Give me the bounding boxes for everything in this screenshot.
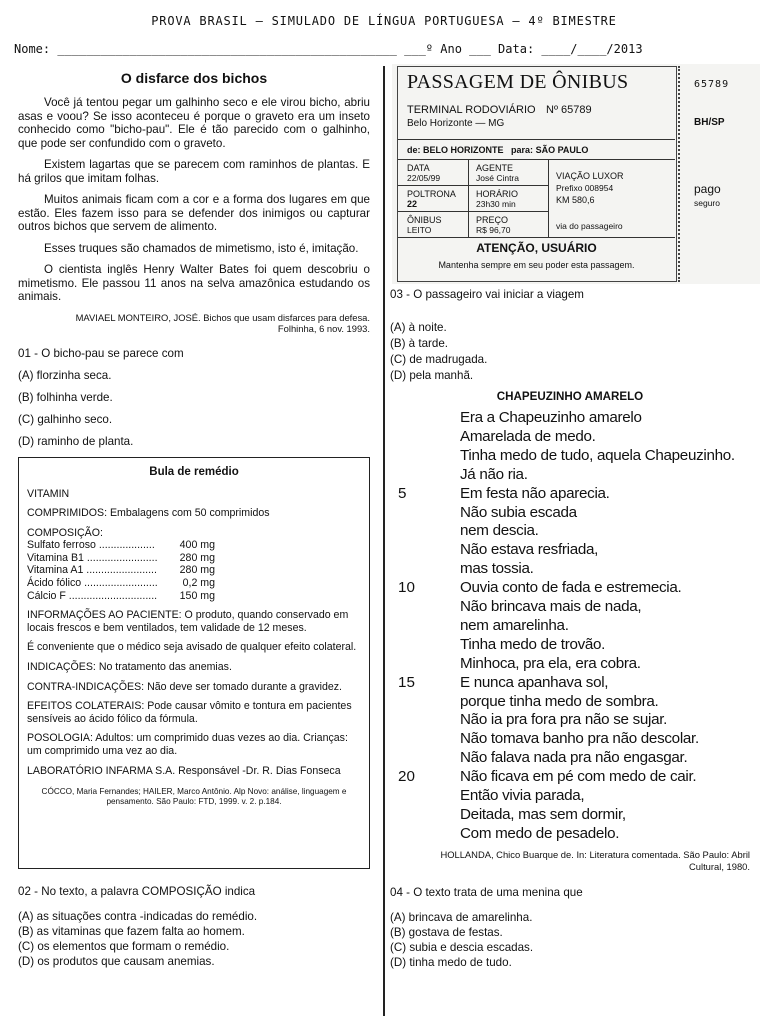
story-paragraph: Muitos animais ficam com a cor e a forma dos lugares em que estão. Eles fazem isso para se defender dos inimigos ou capturar outros bichos que servem de alimento. — [18, 193, 370, 233]
bula-contra-indicacoes: CONTRA-INDICAÇÕES: Não deve ser tomado durante a gravidez. — [27, 680, 342, 693]
poem-line: Ouvia conto de fada e estremecia. — [460, 579, 682, 597]
ticket-poltrona-label: POLTRONA — [407, 189, 456, 199]
ticket-para-label: para: — [511, 145, 534, 155]
composicao-amount: 150 mg — [179, 589, 215, 602]
ticket-stub — [678, 66, 758, 282]
stub-seguro: seguro — [694, 198, 720, 208]
question-3: 03 - O passageiro vai iniciar a viagem — [390, 288, 584, 301]
poem-line: porque tinha medo de sombra. — [460, 692, 659, 710]
ticket-number: Nº 65789 — [546, 104, 592, 116]
stub-route: BH/SP — [694, 117, 725, 128]
ticket-poltrona: 22 — [407, 199, 418, 209]
q3-option-d[interactable]: (D) pela manhã. — [390, 369, 474, 382]
ticket-city: Belo Horizonte — MG — [407, 118, 505, 129]
story-paragraph: Existem lagartas que se parecem com raminhos de plantas. E há grilos que imitam folhas. — [18, 158, 370, 185]
bula-citation: CÓCCO, Maria Fernandes; HAILER, Marco Antônio. Alp Novo: análise, linguagem e pensamento. São Paulo: FTD, 1999. v. 2. p.184. — [41, 787, 347, 807]
poem-line-number: 5 — [398, 484, 407, 502]
ticket-para: SÃO PAULO — [535, 145, 589, 155]
story-paragraph: Você já tentou pegar um galhinho seco e ele virou bicho, abriu asas e voou? Se isso aconteceu é porque o graveto era um inseto conhecido como "bicho-pau". Ele é tão parecido com o galhinho, que pode ser confundido com o graveto. — [18, 96, 370, 150]
ticket-data-label: DATA — [407, 163, 430, 173]
poem-line: mas tossia. — [460, 560, 534, 578]
q1-option-a[interactable]: (A) florzinha seca. — [18, 368, 112, 382]
ticket-main — [397, 66, 677, 282]
question-4: 04 - O texto trata de uma menina que — [390, 886, 583, 899]
question-1: 01 - O bicho-pau se parece com — [18, 346, 184, 360]
bula-box — [18, 457, 370, 869]
poem-line: Já não ria. — [460, 465, 528, 483]
q2-option-d[interactable]: (D) os produtos que causam anemias. — [18, 954, 215, 968]
q2-option-b[interactable]: (B) as vitaminas que fazem falta ao homem. — [18, 924, 245, 938]
bula-title: Bula de remédio — [149, 465, 239, 478]
composicao-row — [27, 539, 215, 552]
story-paragraph: Esses truques são chamados de mimetismo, isto é, imitação. — [44, 241, 359, 255]
ticket-horario-label: HORÁRIO — [476, 189, 519, 199]
ticket-prefixo: Prefixo 008954 — [556, 183, 614, 193]
ticket-preco-label: PREÇO — [476, 215, 509, 225]
bula-info: INFORMAÇÕES AO PACIENTE: O produto, quando conservado em locais frescos e bem ventilados, tem validade de 12 meses. — [27, 609, 349, 634]
ticket-rule — [398, 185, 548, 186]
composicao-row — [27, 590, 215, 603]
poem-line: Não ficava em pé com medo de cair. — [460, 768, 697, 786]
ticket-terminal: TERMINAL RODOVIÁRIO — [407, 104, 536, 116]
q2-option-a[interactable]: (A) as situações contra -indicadas do remédio. — [18, 909, 258, 923]
q3-option-b[interactable]: (B) à tarde. — [390, 337, 448, 350]
ticket-rule — [468, 159, 469, 237]
poem-line: Tinha medo de trovão. — [460, 635, 606, 653]
stub-pago: pago — [694, 182, 721, 196]
ticket-viacao: VIAÇÃO LUXOR — [556, 171, 624, 181]
ticket-horario: 23h30 min — [476, 199, 516, 209]
poem-citation-line: Cultural, 1980. — [689, 860, 750, 872]
bula-efeitos: EFEITOS COLATERAIS: Pode causar vômito e tontura em pacientes sensíveis ao ácido fólico da fórmula. — [27, 700, 352, 725]
poem-line-number: 10 — [398, 579, 415, 597]
poem-line: Não falava nada pra não engasgar. — [460, 749, 688, 767]
bula-product: VITAMIN — [27, 487, 70, 500]
q4-option-c[interactable]: (C) subia e descia escadas. — [390, 941, 534, 954]
poem-line: E nunca apanhava sol, — [460, 673, 609, 691]
poem-citation — [390, 849, 750, 872]
exam-title: PROVA BRASIL – SIMULADO DE LÍNGUA PORTUGUESA – 4º BIMESTRE — [151, 14, 617, 28]
composicao-amount: 280 mg — [179, 564, 215, 577]
composicao-row — [27, 564, 215, 577]
ticket-preco: R$ 96,70 — [476, 225, 511, 235]
story-citation — [18, 312, 370, 335]
bus-ticket — [392, 64, 760, 284]
composicao-row — [27, 552, 215, 565]
bula-posologia: POSOLOGIA: Adultos: um comprimido duas vezes ao dia. Crianças: um comprimido uma vez ao dia. — [27, 732, 348, 757]
poem-line-number: 15 — [398, 673, 415, 691]
composicao-name: Cálcio F .............................. — [27, 589, 158, 602]
ticket-rule — [548, 159, 549, 237]
bula-indicacoes: INDICAÇÕES: No tratamento das anemias. — [27, 661, 232, 674]
poem-line: Não subia escada — [460, 503, 577, 521]
poem-line: Minhoca, pra ela, era cobra. — [460, 654, 641, 672]
q1-option-c[interactable]: (C) galhinho seco. — [18, 412, 113, 426]
ticket-onibus: LEITO — [407, 225, 432, 235]
bula-conveniente: É conveniente que o médico seja avisado de qualquer efeito colateral. — [27, 641, 357, 654]
ticket-rule — [398, 211, 548, 212]
bula-composicao-label: COMPOSIÇÃO: — [27, 526, 103, 539]
ticket-atencao: ATENÇÃO, USUÁRIO — [476, 241, 597, 255]
q3-option-a[interactable]: (A) à noite. — [390, 321, 447, 334]
poem-line: Não ia pra fora pra não se sujar. — [460, 711, 668, 729]
composicao-name: Ácido fólico ......................... — [27, 577, 158, 590]
q4-option-a[interactable]: (A) brincava de amarelinha. — [390, 911, 533, 924]
poem-line: Em festa não aparecia. — [460, 484, 610, 502]
composicao-row — [27, 577, 215, 590]
q2-option-c[interactable]: (C) os elementos que formam o remédio. — [18, 939, 230, 953]
q1-option-b[interactable]: (B) folhinha verde. — [18, 390, 113, 404]
composicao-name: Vitamina A1 ........................ — [27, 564, 157, 577]
poem-line: Deitada, mas sem dormir, — [460, 805, 626, 823]
poem-line-number: 20 — [398, 768, 415, 786]
ticket-rule — [398, 237, 675, 238]
poem-line: Com medo de pesadelo. — [460, 824, 620, 842]
poem-body — [390, 409, 750, 847]
poem-line: Tinha medo de tudo, aquela Chapeuzinho. — [460, 446, 735, 464]
poem-line: Não tomava banho pra não descolar. — [460, 730, 699, 748]
ticket-onibus-label: ÔNIBUS — [407, 215, 442, 225]
left-column — [18, 64, 370, 970]
poem-line: Era a Chapeuzinho amarelo — [460, 409, 642, 426]
q3-option-c[interactable]: (C) de madrugada. — [390, 353, 488, 366]
composicao-name: Sulfato ferroso ................... — [27, 539, 155, 552]
poem-line: Não brincava mais de nada, — [460, 598, 642, 615]
ticket-data: 22/05/99 — [407, 173, 441, 183]
ticket-mantenha: Mantenha sempre em seu poder esta passagem. — [438, 260, 635, 270]
composicao-amount: 400 mg — [179, 539, 215, 552]
poem-citation-line: HOLLANDA, Chico Buarque de. In: Literatura comentada. São Paulo: Abril — [440, 849, 750, 860]
composicao-amount: 0,2 mg — [182, 577, 215, 590]
ticket-agente: José Cintra — [476, 173, 519, 183]
q4-option-b[interactable]: (B) gostava de festas. — [390, 926, 503, 939]
poem-line: nem amarelinha. — [460, 616, 569, 634]
bula-composicao-list — [27, 539, 361, 602]
student-info-line[interactable]: Nome: _______________________________________________ ___º Ano ___ Data: ____/____/2013 — [14, 42, 643, 56]
ticket-km: KM 580,6 — [556, 195, 595, 205]
poem-line: nem descia. — [460, 522, 539, 540]
bula-laboratorio: LABORATÓRIO INFARMA S.A. Responsável -Dr. R. Dias Fonseca — [27, 764, 341, 777]
story-citation-line: Folhinha, 6 nov. 1993. — [277, 323, 370, 334]
ticket-title: PASSAGEM DE ÔNIBUS — [407, 71, 629, 93]
story-paragraph: O cientista inglês Henry Walter Bates foi quem descobriu o mimetismo. Ele passou 11 anos na selva amazônica estudando os animais. — [18, 263, 370, 303]
ticket-via: via do passageiro — [556, 221, 623, 231]
column-divider — [383, 66, 385, 1016]
ticket-de-label: de: — [407, 145, 421, 155]
ticket-rule — [398, 159, 675, 160]
q4-option-d[interactable]: (D) tinha medo de tudo. — [390, 956, 512, 969]
story-title: O disfarce dos bichos — [120, 70, 268, 86]
poem-line: Amarelada de medo. — [460, 427, 596, 445]
ticket-agente-label: AGENTE — [476, 163, 514, 173]
bula-comprimidos: COMPRIMIDOS: Embalagens com 50 comprimidos — [27, 507, 270, 520]
ticket-de: BELO HORIZONTE — [423, 145, 504, 155]
composicao-name: Vitamina B1 ........................ — [27, 551, 158, 564]
ticket-rule — [398, 139, 675, 140]
stub-number: 65789 — [694, 79, 730, 90]
ticket-route — [407, 145, 588, 155]
poem-line: Então vivia parada, — [460, 787, 585, 804]
question-2: 02 - No texto, a palavra COMPOSIÇÃO indica — [18, 884, 256, 898]
poem-title: CHAPEUZINHO AMARELO — [496, 390, 644, 403]
story-citation-line: MAVIAEL MONTEIRO, JOSÉ. Bichos que usam disfarces para defesa. — [75, 311, 370, 323]
poem-line: Não estava resfriada, — [460, 541, 599, 559]
composicao-amount: 280 mg — [179, 551, 215, 564]
q1-option-d[interactable]: (D) raminho de planta. — [18, 434, 134, 448]
right-column — [390, 64, 750, 971]
